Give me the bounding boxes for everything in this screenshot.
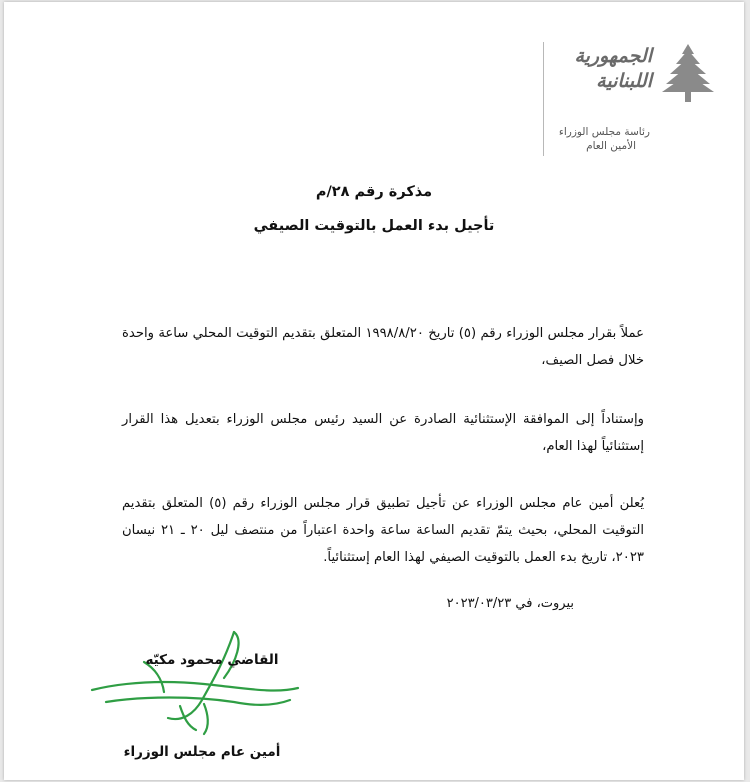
letterhead-republic xyxy=(560,44,652,94)
memo-title: تأجيل بدء العمل بالتوقيت الصيفي xyxy=(253,218,495,234)
letterhead-republic-line2: اللبنانية xyxy=(596,70,652,92)
signatory-name: القاضي محمود مكيّه xyxy=(145,652,279,668)
memo-paragraph-2: وإستناداً إلى الموافقة الإستثنائية الصادرة عن السيد رئيس مجلس الوزراء بتعديل هذا القرار إستثنائياً لهذا العام، xyxy=(122,412,644,454)
memo-paragraph-3: يُعلن أمين عام مجلس الوزراء عن تأجيل تطبيق قرار مجلس الوزراء رقم (٥) المتعلق بتقديم التوقيت المحلي، بحيث يتمّ تقديم الساعة ساعة واحدة اعتباراً من منتصف ليل ٢٠ ـ ٢١ نيسان ٢٠٢٣، تاريخ بدء العمل بالتوقيت الصيفي لهذا العام إستثنائياً. xyxy=(122,496,645,565)
letterhead-presidency: رئاسة مجلس الوزراء xyxy=(558,126,650,138)
dateline: بيروت، في ٢٠٢٣/٠٣/٢٣ xyxy=(446,596,574,611)
cedar-tree-icon xyxy=(660,42,716,104)
memo-page xyxy=(4,2,744,780)
letterhead-secretary: الأمين العام xyxy=(586,140,636,152)
handwritten-signature xyxy=(84,622,314,742)
letterhead-republic-line1: الجمهورية xyxy=(574,45,652,67)
letterhead xyxy=(529,38,744,168)
signatory-role: أمين عام مجلس الوزراء xyxy=(123,744,281,760)
memo-number: مذكرة رقم ٢٨/م xyxy=(315,184,433,200)
memo-paragraph-1: عملاً بقرار مجلس الوزراء رقم (٥) تاريخ ١٩٩٨/٨/٢٠ المتعلق بتقديم التوقيت المحلي ساعة واحدة خلال فصل الصيف، xyxy=(122,326,644,368)
